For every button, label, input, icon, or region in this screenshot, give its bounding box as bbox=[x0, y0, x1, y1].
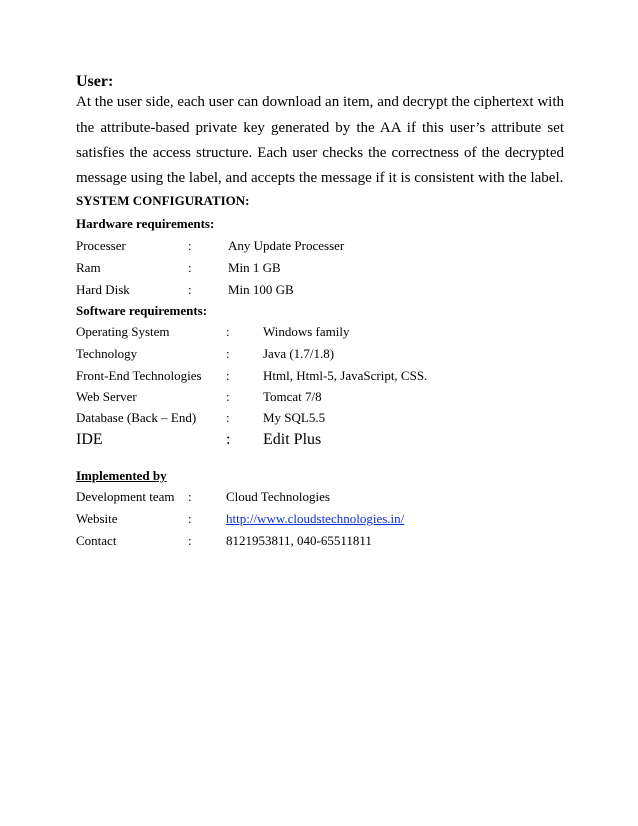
row-label: Hard Disk bbox=[76, 282, 130, 297]
software-row-operating-system bbox=[0, 324, 638, 342]
row-value: Windows family bbox=[263, 324, 350, 339]
hardware-row-ram bbox=[0, 260, 638, 278]
row-label: IDE bbox=[76, 431, 103, 448]
row-label: Development team bbox=[76, 489, 175, 504]
row-separator: : bbox=[226, 431, 231, 448]
row-value: Edit Plus bbox=[263, 431, 322, 448]
hardware-row-processer bbox=[0, 238, 638, 256]
row-label: Contact bbox=[76, 533, 117, 548]
software-row-technology bbox=[0, 346, 638, 364]
row-value: My SQL5.5 bbox=[263, 410, 326, 425]
software-row-ide bbox=[0, 431, 638, 449]
row-label: Technology bbox=[76, 346, 138, 361]
row-separator: : bbox=[226, 389, 230, 404]
row-value: Any Update Processer bbox=[228, 238, 345, 253]
row-separator: : bbox=[188, 282, 192, 297]
row-label: Website bbox=[76, 511, 118, 526]
software-row-database bbox=[0, 410, 638, 428]
implemented-row-website bbox=[0, 511, 638, 529]
row-value: 8121953811, 040-65511811 bbox=[226, 533, 372, 548]
row-label: Processer bbox=[76, 238, 126, 253]
software-requirements-heading: Software requirements: bbox=[76, 303, 208, 318]
row-value: Cloud Technologies bbox=[226, 489, 330, 504]
row-label: Operating System bbox=[76, 324, 170, 339]
implemented-row-contact bbox=[0, 533, 638, 551]
website-link[interactable]: http://www.cloudstechnologies.in/ bbox=[226, 511, 405, 526]
paragraph-line: At the user side, each user can download an item, and decrypt the ciphertext with bbox=[76, 94, 564, 110]
user-heading: User: bbox=[76, 73, 114, 90]
paragraph-line: satisfies the access structure. Each user checks the correctness of the decrypted bbox=[76, 145, 564, 161]
row-separator: : bbox=[188, 489, 192, 504]
row-label: Ram bbox=[76, 260, 101, 275]
software-row-web-server bbox=[0, 389, 638, 407]
row-value: Min 100 GB bbox=[228, 282, 294, 297]
row-separator: : bbox=[188, 511, 192, 526]
paragraph-line: message using the label, and accepts the message if it is consistent with the label. bbox=[76, 170, 564, 186]
row-separator: : bbox=[188, 260, 192, 275]
row-label: Front-End Technologies bbox=[76, 368, 202, 383]
row-separator: : bbox=[188, 533, 192, 548]
row-value: Tomcat 7/8 bbox=[263, 389, 322, 404]
row-separator: : bbox=[226, 368, 230, 383]
row-separator: : bbox=[226, 324, 230, 339]
row-label: Web Server bbox=[76, 389, 137, 404]
hardware-row-hard-disk bbox=[0, 282, 638, 300]
row-value: Min 1 GB bbox=[228, 260, 281, 275]
row-value: Html, Html-5, JavaScript, CSS. bbox=[263, 368, 428, 383]
row-separator: : bbox=[226, 346, 230, 361]
software-row-front-end bbox=[0, 368, 638, 386]
hardware-requirements-heading: Hardware requirements: bbox=[76, 216, 215, 231]
row-value: Java (1.7/1.8) bbox=[263, 346, 335, 361]
row-label: Database (Back – End) bbox=[76, 410, 197, 425]
paragraph-line: the attribute-based private key generated by the AA if this user’s attribute set bbox=[76, 120, 564, 136]
row-separator: : bbox=[188, 238, 192, 253]
implemented-row-development-team bbox=[0, 489, 638, 507]
system-configuration-title: SYSTEM CONFIGURATION: bbox=[76, 193, 250, 208]
implemented-by-heading: Implemented by bbox=[76, 468, 167, 483]
row-separator: : bbox=[226, 410, 230, 425]
